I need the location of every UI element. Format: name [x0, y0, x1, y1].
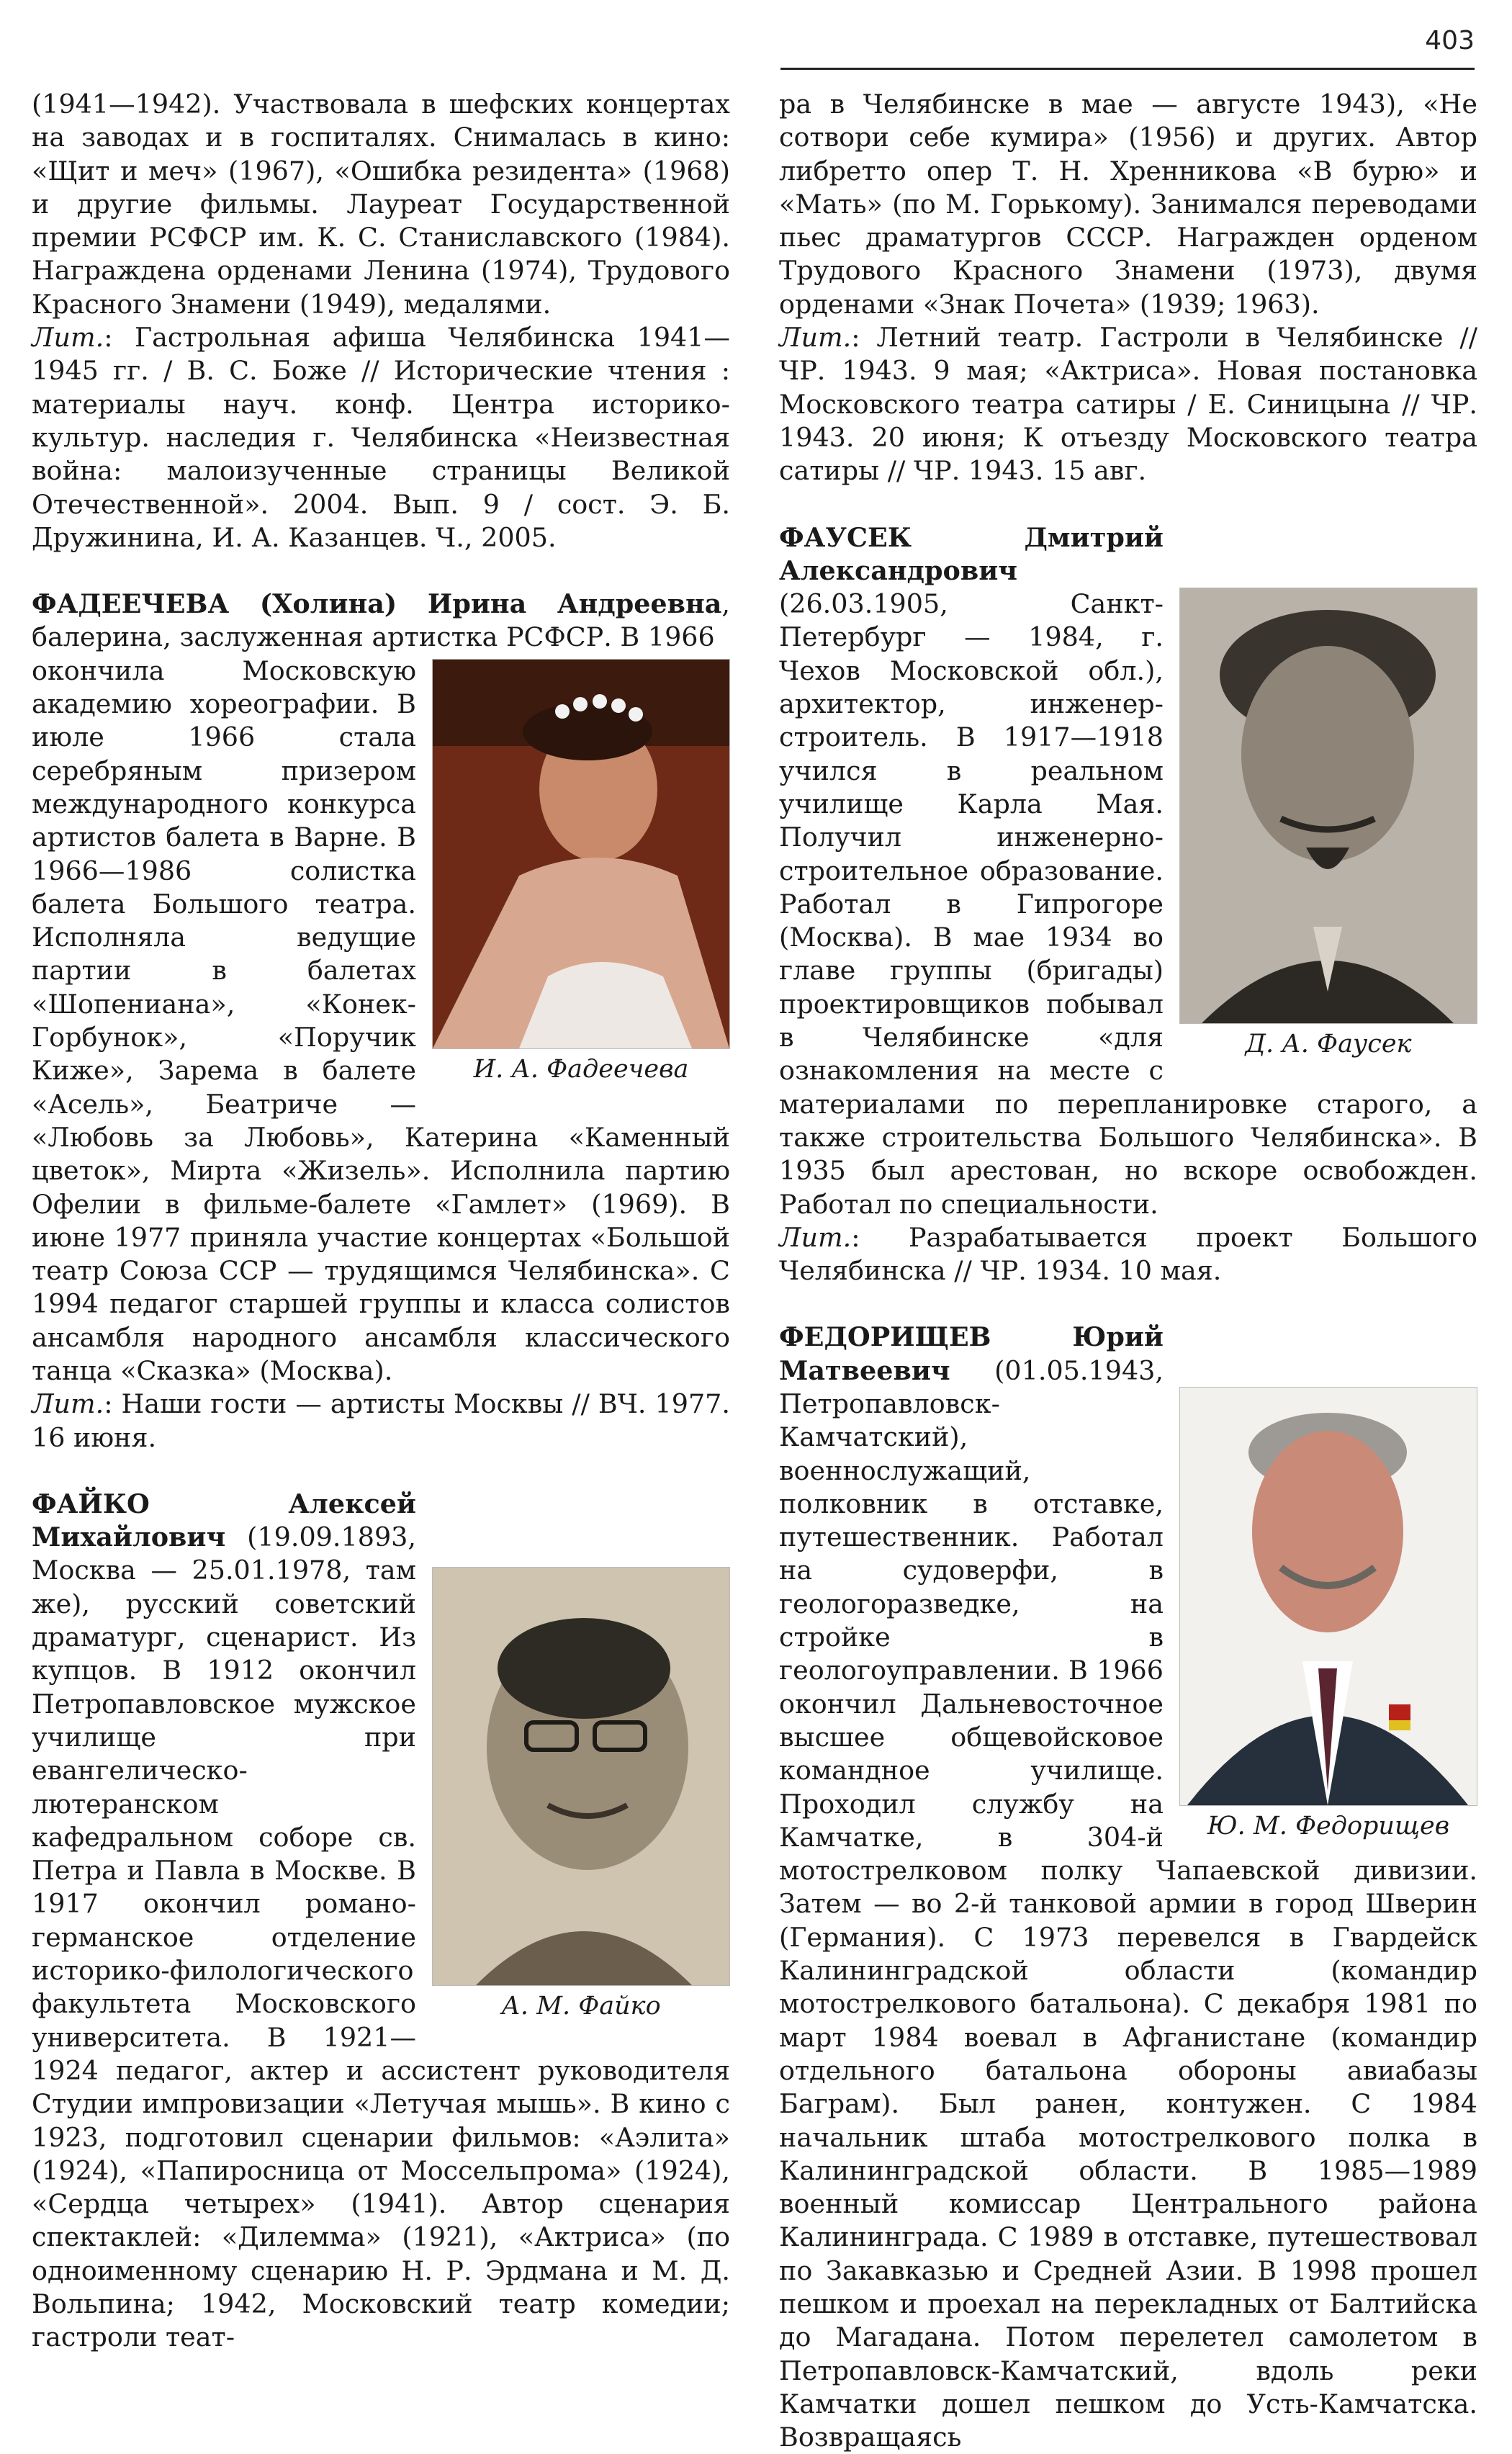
portrait-photo [1179, 1387, 1477, 1806]
entry-text-rest: окончила Московскую академию хореографии. В июле 1966 стала серебряным призером международного конкурса артистов балета в Варне. В 1966—1986 солистка балета Большого театра. Исполняла ведущие партии в балетах «Шопениана», «Конек-Горбунок», «Поручик Киже», Зарема в балете «Асель», Беатриче — «Любовь за Любовь», Катерина «Каменный цветок», Мирта «Жизель». Исполнила партию Офелии в фильме-балете «Гамлет» (1969). В июне 1977 приняла участие концертах «Большой театр Союза ССР — трудящимся Челябинска». С 1994 педагог старшей группы и класса солистов ансамбля народного ансамбля классического танца «Сказка» (Москва). [32, 655, 730, 1386]
lit-label: Лит. [32, 1388, 104, 1420]
entry-literature [32, 1388, 730, 1455]
photo-figure [432, 1567, 730, 2022]
entry-text: ра в Челябинске в мае — августе 1943), «Не сотвори себе кумира» (1956) и других. Автор либретто опер Т. Н. Хренникова «В бурю» и «Мать» (по М. Горькому). Занимался переводами пьес драматургов СССР. Награжден орденом Трудового Красного Знамени (1973), двумя орденами «Знак Почета» (1939; 1963). [779, 89, 1477, 320]
entry-continuation [32, 88, 730, 554]
lit-text: : Летний театр. Гастроли в Челябинске // ЧР. 1943. 9 мая; «Актриса». Новая постановка Московского театра сатиры / Е. Синицына // ЧР. 1943. 20 июня; К отъезду Московского театра сатиры // ЧР. 1943. 15 авг. [779, 322, 1477, 487]
headword: ФЕДОРИЩЕВ Юрий Матвеевич [779, 1321, 1164, 1386]
entry-fausek [779, 521, 1477, 1288]
entry-literature [779, 1221, 1477, 1288]
entry-literature [779, 321, 1477, 487]
left-column [32, 88, 730, 2355]
lit-label: Лит. [779, 322, 852, 354]
entry-text: (01.05.1943, Петропавловск-Камчатский), военнослужащий, полковник в отставке, путешественник. Работал на судоверфи, в геологоразведке, на стройке в геологоуправлении. В 1966 окончил Дальневосточное высшее общевойсковое командное училище. Проходил службу на Камчатке, в 304-й мотострелковом полку Чапаевской дивизии. Затем — во 2-й танковой армии в город Шверин (Германия). С 1973 перевелся в Гвардейск Калининградской области (командир мотострелкового батальона). С декабря 1981 по март 1984 воевал в Афганистане (командир отдельного батальона обороны авиабазы Баграм). Был ранен, контужен. С 1984 начальник штаба мотострелкового полка в Калининградской области. В 1985—1989 военный комиссар Центрального района Калининграда. С 1989 в отставке, путешествовал по Закавказью и Средней Азии. В 1998 прошел пешком и проехал на перекладных от Балтийска до Магадана. Потом перелетел самолетом в Петропавловск-Камчатский, вдоль реки Камчатки дошел пешком до Усть-Камчатска. Возвращаясь [779, 1354, 1477, 2453]
entry-text: (19.09.1893, Москва — 25.01.1978, там же), русский советский драматург, сценарист. Из купцов. В 1912 окончил Петропавловское мужское училище при евангелическо-лютеранском кафедральном соборе св. Петра и Павла в Москве. В 1917 окончил романо-германское отделение историко-филологического факультета Московского университета. В 1921—1924 педагог, актер и ассистент руководителя Студии импровизации «Летучая мышь». В кино с 1923, подготовил сценарии фильмов: «Аэлита» (1924), «Папиросница от Моссельпрома» (1924), «Сердца четырех» (1941). Автор сценария спектаклей: «Дилемма» (1921), «Актриса» (по одноименному сценарию Н. Р. Эрдмана и М. Д. Вольпина; 1942, Московский театр комедии; гастроли теат- [32, 1522, 730, 2353]
ballerina-photo-icon [433, 660, 729, 1048]
headword: ФАУСЕК Дмитрий Александрович [779, 521, 1164, 586]
header-rule [780, 68, 1475, 70]
portrait-photo-icon [433, 1568, 729, 1985]
portrait-photo-icon [1180, 588, 1477, 1023]
entry-literature [32, 321, 730, 554]
lit-label: Лит. [32, 322, 104, 354]
photo-caption: Д. А. Фаусек [1245, 1029, 1412, 1059]
headword: ФАЙКО Алексей Михайлович [32, 1488, 416, 1553]
photo-caption: И. А. Фадеечева [473, 1054, 689, 1084]
portrait-photo-icon [1180, 1388, 1477, 1805]
entry-body [32, 588, 730, 655]
lit-text: : Гастрольная афиша Челябинска 1941—1945 гг. / В. С. Боже // Исторические чтения : материалы науч. конф. Центра историко-культур. наследия г. Челябинска «Неизвестная война: малоизученные страницы Великой Отечественной». 2004. Вып. 9 / сост. Э. Б. Дружинина, И. А. Казанцев. Ч., 2005. [32, 322, 730, 553]
page-number: 403 [1425, 26, 1475, 55]
photo-caption: А. М. Файко [501, 1991, 661, 2021]
entry-fedorishchev [779, 1321, 1477, 2454]
entry-fayko [32, 1488, 730, 2355]
entry-text: (1941—1942). Участвовала в шефских концертах на заводах и в госпиталях. Снималась в кино: «Щит и меч» (1967), «Ошибка резидента» (1968) и другие фильмы. Лауреат Государственной премии РСФСР им. К. С. Станиславского (1984). Награждена орденами Ленина (1974), Трудового Красного Знамени (1949), медалями. [32, 89, 730, 320]
portrait-photo [432, 659, 730, 1049]
headword: ФАДЕЕЧЕВА (Холина) Ирина Андреевна [32, 588, 722, 620]
entry-text-lead: , балерина, заслуженная артистка РСФСР. В 1966 [32, 588, 730, 653]
photo-figure [1179, 1387, 1477, 1842]
lit-text: : Разрабатывается проект Большого Челябинска // ЧР. 1934. 10 мая. [779, 1221, 1477, 1287]
photo-caption: Ю. М. Федорищев [1207, 1812, 1450, 1841]
entry-text: (26.03.1905, Санкт-Петербург — 1984, г. Чехов Московской обл.), архитектор, инженер-строитель. В 1917—1918 учился в реальном училище Карла Мая. Получил инженерно-строительное образование. Работал в Гипрогоре (Москва). В мае 1934 во главе группы (бригады) проектировщиков побывал в Челябинске «для ознакомления на месте с материалами по перепланировке старого, а также строительства Большого Челябинска». В 1935 был арестован, но вскоре освобожден. Работал по специальности. [779, 588, 1477, 1220]
entry-fayko-continuation [779, 88, 1477, 488]
portrait-photo [432, 1567, 730, 1986]
entry-fadeecheva [32, 588, 730, 1455]
lit-text: : Наши гости — артисты Москвы // ВЧ. 1977. 16 июня. [32, 1388, 730, 1453]
right-column [779, 88, 1477, 2454]
photo-figure [1179, 588, 1477, 1060]
photo-figure [432, 659, 730, 1085]
portrait-photo [1179, 588, 1477, 1024]
lit-label: Лит. [779, 1221, 852, 1253]
